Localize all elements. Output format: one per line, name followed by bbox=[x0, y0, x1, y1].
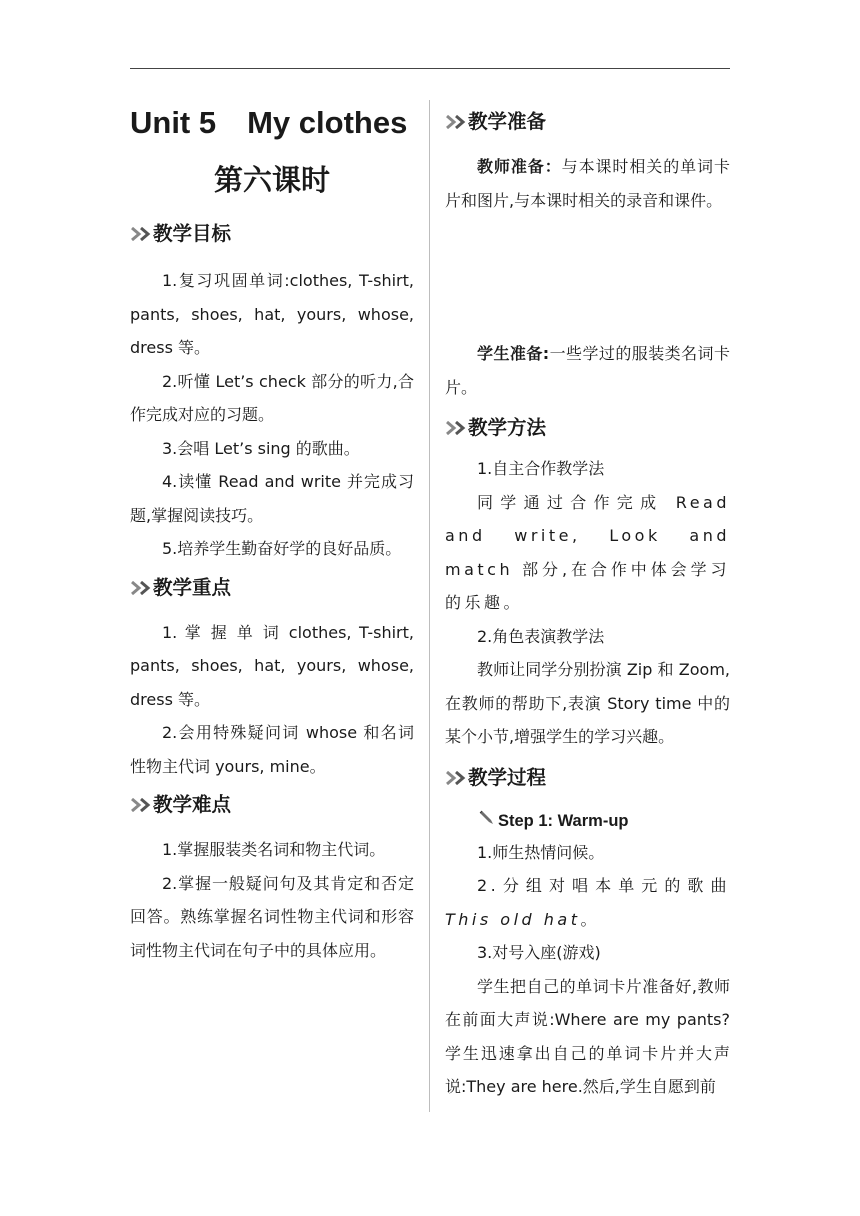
objectives-heading bbox=[130, 220, 414, 248]
objective-item: 5.培养学生勤奋好学的良好品质。 bbox=[162, 539, 402, 558]
left-column bbox=[130, 100, 414, 967]
key-points-heading bbox=[130, 574, 414, 602]
preparation-heading-text: 教学准备 bbox=[468, 110, 547, 133]
difficulties-heading-text: 教学难点 bbox=[153, 793, 232, 816]
teacher-preparation-label: 教师准备： bbox=[477, 157, 562, 176]
process-paragraph bbox=[445, 869, 730, 936]
double-chevron-icon bbox=[130, 581, 152, 595]
unit-title: Unit 5 My clothes bbox=[130, 105, 408, 140]
difficulty-item: 1.掌握服装类名词和物主代词。 bbox=[162, 840, 386, 859]
pencil-icon bbox=[478, 806, 498, 836]
preparation-heading bbox=[445, 108, 730, 136]
key-point-item: 2.会用特殊疑问词 whose 和名词性物主代词 yours, mine。 bbox=[130, 723, 414, 776]
methods-heading-text: 教学方法 bbox=[468, 416, 547, 439]
process-paragraph: 3.对号入座(游戏) bbox=[477, 943, 601, 962]
difficulties-heading bbox=[130, 791, 414, 819]
objective-item: 3.会唱 Let’s sing 的歌曲。 bbox=[162, 438, 360, 458]
objective-item: 1.复习巩固单词:clothes, T-shirt, pants, shoes, hat, yours, whose, dress 等。 bbox=[130, 271, 414, 357]
process-paragraph: 1.师生热情问候。 bbox=[477, 842, 605, 862]
objective-item: 2.听懂 Let’s check 部分的听力,合作完成对应的习题。 bbox=[130, 371, 414, 424]
objectives-heading-text: 教学目标 bbox=[153, 222, 232, 245]
double-chevron-icon bbox=[445, 115, 467, 129]
double-chevron-icon bbox=[445, 421, 467, 435]
top-rule bbox=[130, 68, 730, 69]
step-1-heading bbox=[445, 806, 730, 836]
method-title: 1.自主合作教学法 bbox=[477, 459, 605, 478]
process-heading bbox=[445, 764, 730, 792]
right-column bbox=[445, 100, 730, 1104]
method-description: 教师让同学分别扮演 Zip 和 Zoom,在教师的帮助下,表演 Story time 中的某个小节,增强学生的学习兴趣。 bbox=[445, 660, 730, 746]
process-paragraph-prefix: 2.分组对唱本单元的歌曲 bbox=[477, 876, 730, 895]
double-chevron-icon bbox=[130, 798, 152, 812]
song-title: This old hat bbox=[445, 909, 581, 929]
difficulty-item: 2.掌握一般疑问句及其肯定和否定回答。熟练掌握名词性物主代词和形容词性物主代词在句子中的具体应用。 bbox=[130, 873, 414, 960]
student-preparation-text: 一些学过的服装类名词卡片。 bbox=[445, 344, 730, 397]
lesson-title: 第六课时 bbox=[213, 163, 330, 197]
double-chevron-icon bbox=[130, 227, 152, 241]
process-paragraph-suffix: 。 bbox=[580, 909, 600, 929]
teacher-preparation-text: 与本课时相关的单词卡片和图片,与本课时相关的录音和课件。 bbox=[445, 157, 730, 210]
method-description: 同学通过合作完成 Read and write, Look and match 部分,在合作中体会学习的乐趣。 bbox=[445, 492, 730, 612]
double-chevron-icon bbox=[445, 771, 467, 785]
teacher-preparation bbox=[445, 150, 730, 217]
student-preparation bbox=[445, 337, 730, 404]
step-1-title: Step 1: Warm-up bbox=[498, 811, 629, 830]
student-preparation-label: 学生准备: bbox=[477, 344, 550, 363]
process-paragraph: 学生把自己的单词卡片准备好,教师在前面大声说:Where are my pants?学生迅速拿出自己的单词卡片并大声说:They are here.然后,学生自愿到前 bbox=[445, 976, 730, 1096]
method-title: 2.角色表演教学法 bbox=[477, 626, 605, 646]
objective-item: 4.读懂 Read and write 并完成习题,掌握阅读技巧。 bbox=[130, 472, 414, 525]
process-heading-text: 教学过程 bbox=[468, 765, 547, 789]
key-points-heading-text: 教学重点 bbox=[153, 575, 232, 599]
methods-heading bbox=[445, 414, 730, 442]
column-divider bbox=[429, 100, 430, 1112]
key-point-item: 1. 掌 握 单 词 clothes, T-shirt, pants, shoes, hat, yours, whose, dress 等。 bbox=[130, 622, 414, 709]
